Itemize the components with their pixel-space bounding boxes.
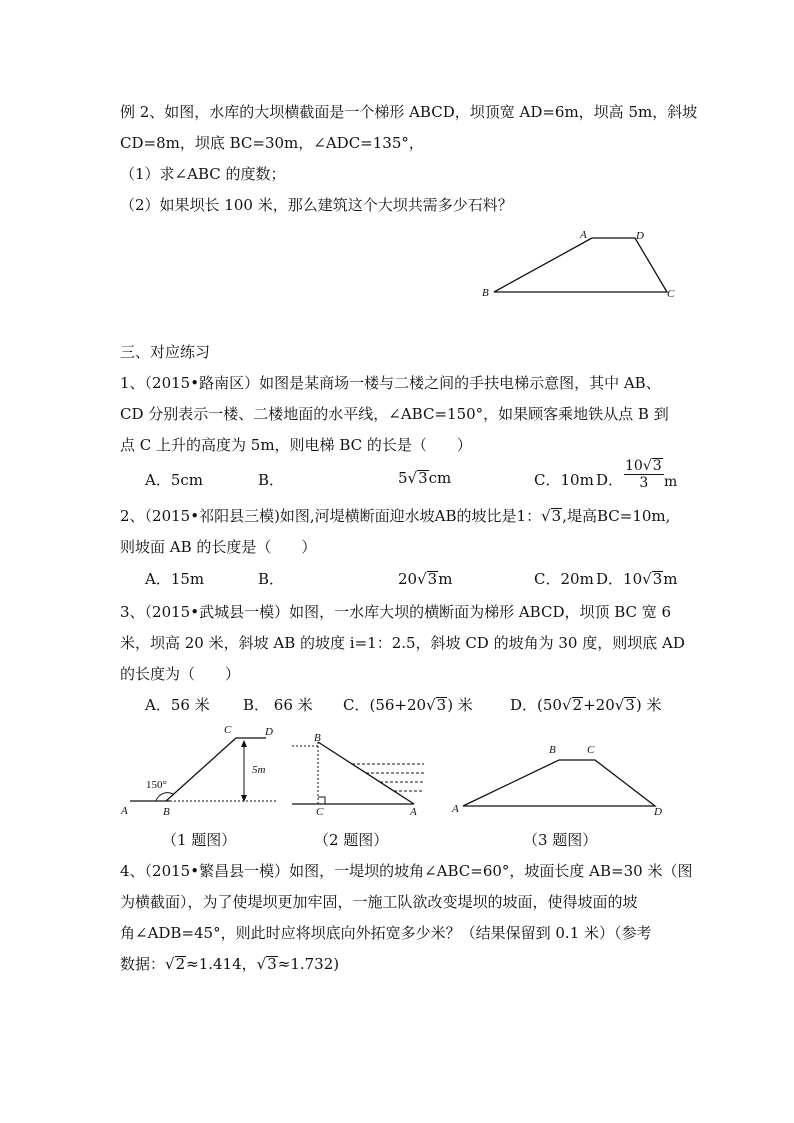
p2-line2: 则坡面 AB 的长度是（ ） (120, 538, 317, 556)
p1-option-a: A．5cm (145, 471, 204, 489)
p2-option-d-text: D．10 (596, 570, 643, 588)
p2-option-b-radicand: 3 (427, 570, 438, 588)
dam-outline (463, 760, 655, 806)
p1-option-d-fraction (624, 458, 664, 491)
fig1-height-label: 5m (252, 764, 266, 776)
arrow-head-up (241, 740, 247, 747)
p3-option-a: A．56 米 (145, 696, 210, 714)
p3-option-c-radicand: 3 (436, 696, 447, 714)
p1-option-b-radicand: 3 (418, 469, 428, 487)
p4-line2: 为横截面），为了使堤坝更加牢固，一施工队欲改变堤坝的坡面，使得坡面的坡 (120, 893, 638, 911)
fig3-label-B: B (549, 744, 556, 756)
p2-option-b-unit: m (438, 570, 453, 588)
fig1-label-C: C (224, 724, 232, 736)
p1-option-d: D． (596, 471, 624, 489)
fig3-label-D: D (654, 806, 662, 818)
p3-line1: 3、（2015•武城县一模）如图，一水库大坝的横断面为梯形 ABCD，坝顶 BC 宽 6 (120, 603, 672, 621)
escalator-line (166, 738, 236, 801)
p4-radicand-1: 2 (175, 955, 186, 973)
fig3-label-A: A (452, 803, 459, 815)
fig-label-A: A (580, 229, 587, 241)
p3-option-d-mid: +20 (583, 696, 615, 714)
p4-line3: 角∠ADB=45°，则此时应将坝底向外拓宽多少米？（结果保留到 0.1 米）（参考 (120, 924, 652, 942)
p4-line4: 数据：√2≈1.414，√3≈1.732) (120, 955, 340, 973)
p4-radicand-2: 3 (267, 955, 277, 973)
p1-option-b-coef: 5 (398, 469, 408, 487)
p3-option-d: D．(50√2+20√3) 米 (510, 696, 662, 714)
p3-option-d-pre: D．(50 (510, 696, 562, 714)
p1-option-d-unit: m (664, 474, 678, 490)
figure-1-caption: （1 题图） (162, 831, 237, 849)
p4-line4-mid: ≈1.414， (186, 955, 257, 973)
example2-q1: （1）求∠ABC 的度数； (120, 165, 286, 183)
trapezoid-outline (494, 238, 667, 292)
p1-option-b-unit: cm (428, 469, 452, 487)
fig2-label-B: B (314, 732, 321, 744)
fig1-label-D: D (265, 726, 273, 738)
figure-3-dam-trapezoid (455, 752, 665, 812)
p1-option-c: C．10m (534, 471, 594, 489)
p3-option-b: B． 66 米 (243, 696, 313, 714)
fig2-label-C: C (316, 806, 324, 818)
example2-line2: CD=8m，坝底 BC=30m，∠ADC=135°， (120, 134, 424, 152)
fig1-angle-label: 150° (146, 779, 167, 791)
p3-option-c: C．(56+20√3) 米 (343, 696, 473, 714)
p3-option-d-post: ) 米 (635, 696, 662, 714)
p1-option-b-value (398, 468, 451, 488)
fig-label-D: D (636, 230, 644, 242)
example2-q2: （2）如果坝长 100 米，那么建筑这个大坝共需多少石料？ (120, 196, 513, 214)
p1-option-d-num-radicand: 3 (652, 458, 662, 474)
figure-2-caption: （2 题图） (314, 831, 389, 849)
p3-line3: 的长度为（ ） (120, 665, 241, 683)
p2-line1-pre: 2、（2015•祁阳县三模)如图,河堤横断面迎水坡AB的坡比是1： (120, 507, 542, 525)
p2-line1-post: ,堤高BC=10m, (562, 507, 671, 525)
p2-line1: 2、（2015•祁阳县三模)如图,河堤横断面迎水坡AB的坡比是1：√3,堤高BC=10m, (120, 507, 671, 525)
sqrt-sign: √ (407, 469, 418, 487)
p4-line4-pre: 数据： (120, 955, 166, 973)
section-title: 三、对应练习 (120, 343, 211, 361)
p3-line2: 米，坝高 20 米，斜坡 AB 的坡度 i=1：2.5，斜坡 CD 的坡角为 30 度，则坝底 AD (120, 634, 685, 652)
p3-option-c-pre: C．(56+20 (343, 696, 427, 714)
fig-label-B: B (482, 287, 489, 299)
p2-option-a: A．15m (145, 570, 205, 588)
fig2-label-A: A (410, 806, 417, 818)
p1-option-b: B． (258, 471, 285, 489)
p2-option-b-coef: 20 (398, 570, 418, 588)
fig1-label-A: A (121, 805, 128, 817)
p4-line4-post: ≈1.732) (277, 955, 340, 973)
p1-option-d-num-coef: 10 (625, 458, 643, 474)
figure-2-river-bank (290, 730, 430, 810)
p2-line1-radicand: 3 (551, 507, 562, 525)
p3-option-d-radicand-2: 3 (625, 696, 635, 714)
p3-option-c-post: ) 米 (447, 696, 473, 714)
figure-3-caption: （3 题图） (523, 831, 598, 849)
p1-option-d-numerator: 10√3 (625, 458, 662, 474)
p1-option-d-denominator: 3 (639, 475, 649, 491)
p2-option-d: D．10√3m (596, 570, 678, 588)
fig-label-C: C (667, 288, 675, 300)
p2-option-d-radicand: 3 (652, 570, 663, 588)
example2-line1: 例 2、如图，水库的大坝横截面是一个梯形 ABCD，坝顶宽 AD=6m，坝高 5m，斜坡 (120, 103, 698, 121)
right-angle-mark (318, 797, 325, 804)
p1-line3: 点 C 上升的高度为 5m，则电梯 BC 的长是（ ） (120, 436, 472, 454)
p2-option-b-value: 20√3m (398, 570, 453, 588)
p4-line1: 4、（2015•繁昌县一模）如图，一堤坝的坡角∠ABC=60°，坡面长度 AB=30 米（图 (120, 862, 693, 880)
p1-line2: CD 分别表示一楼、二楼地面的水平线，∠ABC=150°，如果顾客乘地铁从点 B 到 (120, 405, 669, 423)
fig3-label-C: C (587, 744, 595, 756)
p3-option-d-radicand-1: 2 (572, 696, 583, 714)
fig1-label-B: B (163, 806, 170, 818)
p2-option-c: C．20m (534, 570, 594, 588)
p2-option-b: B． (258, 570, 285, 588)
p2-option-d-unit: m (663, 570, 678, 588)
p1-line1: 1、（2015•路南区）如图是某商场一楼与二楼之间的手扶电梯示意图，其中 AB、 (120, 374, 661, 392)
